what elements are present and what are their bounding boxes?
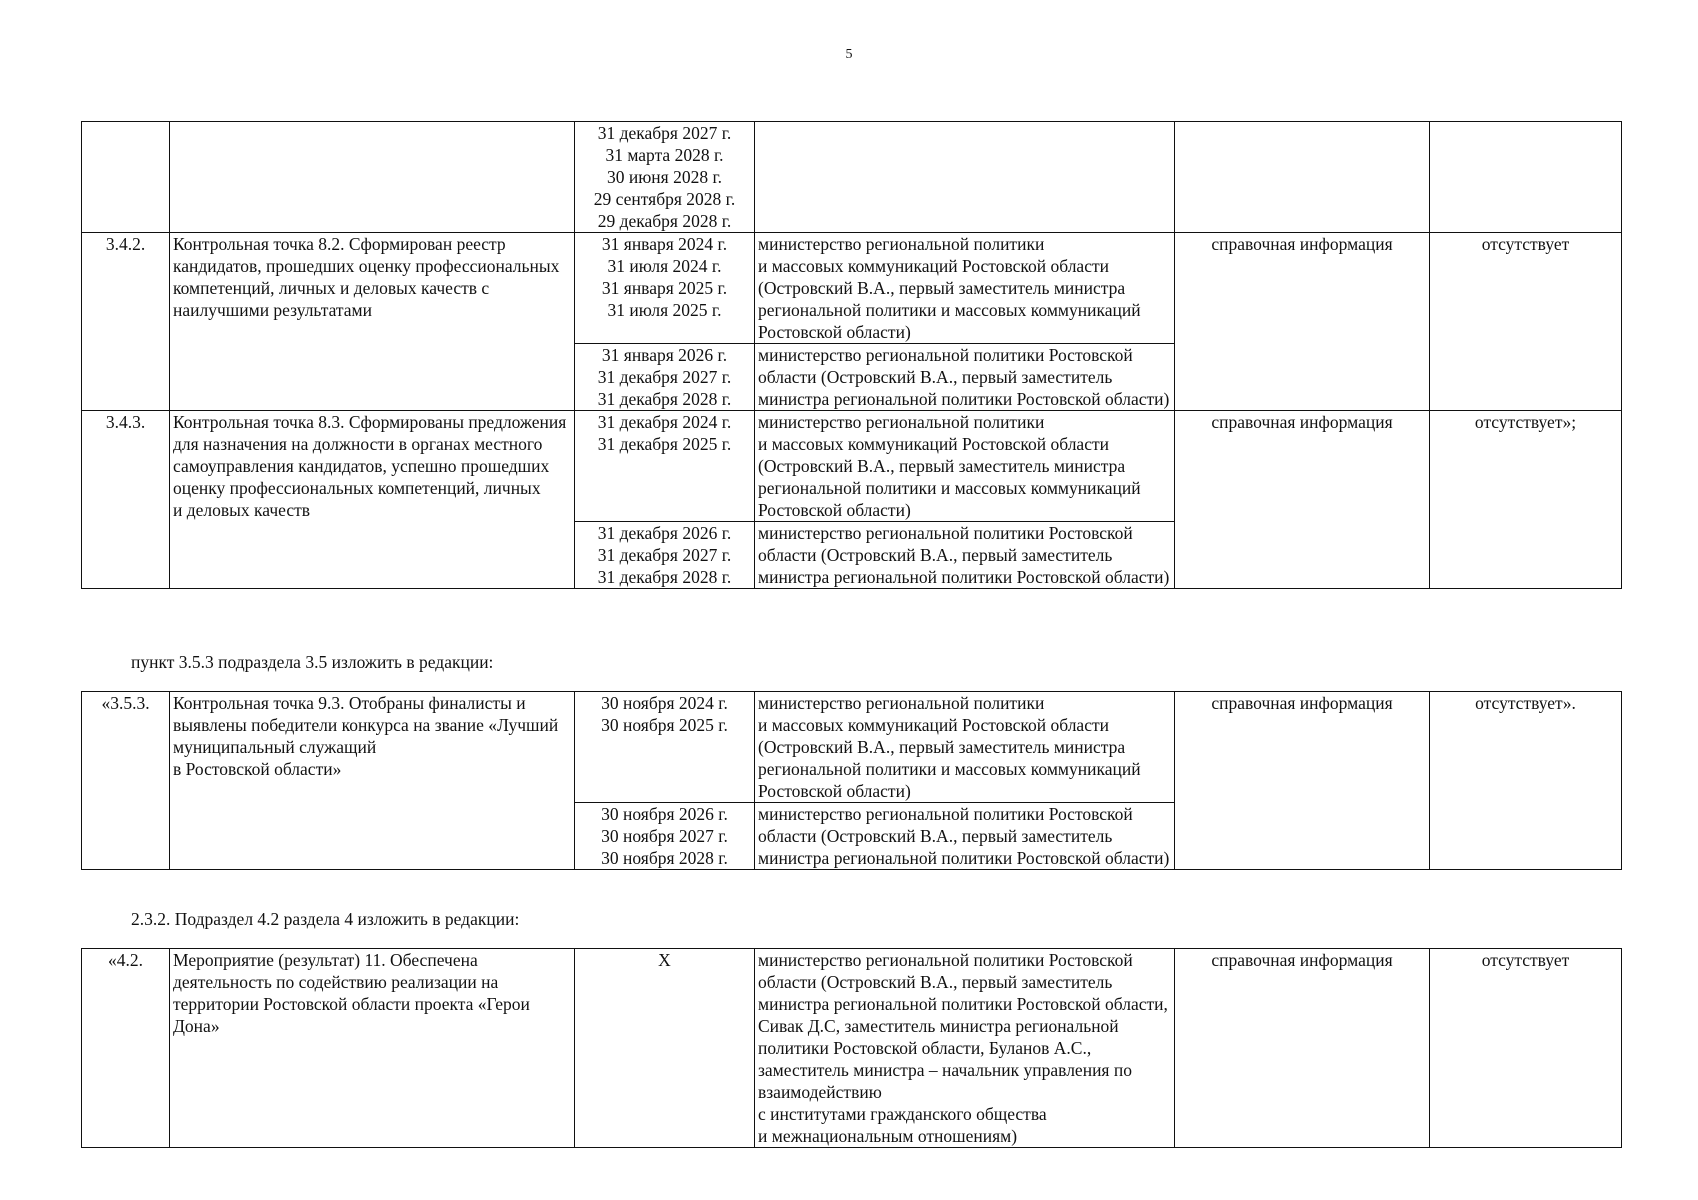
- table-control-points-8: [81, 121, 1622, 589]
- row-status: отсутствует: [1430, 233, 1622, 411]
- row-responsible: министерство региональной политики и массовых коммуникаций Ростовской области (Островский В.А., первый заместитель министра региональной политики и массовых коммуникаций Ростовской области): [755, 692, 1175, 803]
- row-dates: 31 января 2026 г. 31 декабря 2027 г. 31 декабря 2028 г.: [575, 344, 755, 411]
- row-info: справочная информация: [1175, 233, 1430, 411]
- table-row-continuation: [82, 122, 1622, 233]
- row-dates: Х: [575, 949, 755, 1148]
- table-measure-4-2: [81, 948, 1622, 1148]
- row-dates: 31 декабря 2026 г. 31 декабря 2027 г. 31 декабря 2028 г.: [575, 522, 755, 589]
- row-responsible: министерство региональной политики Ростовской области (Островский В.А., первый заместитель министра региональной политики Ростовской области, Сивак Д.С, заместитель министра региональной политики Ростовской области, Буланов А.С., заместитель министра – начальник управления по взаимодействию с институтами гражданского общества и межнациональным отношениям): [755, 949, 1175, 1148]
- row-dates: 30 ноября 2024 г. 30 ноября 2025 г.: [575, 692, 755, 803]
- table-row-3-5-3: [82, 692, 1622, 803]
- table-control-point-9-3: [81, 691, 1622, 870]
- row-status-cell: [1430, 122, 1622, 233]
- row-title: Мероприятие (результат) 11. Обеспечена деятельность по содействию реализации на территории Ростовской области проекта «Герои Дона»: [170, 949, 575, 1148]
- row-info: справочная информация: [1175, 949, 1430, 1148]
- row-status: отсутствует»;: [1430, 411, 1622, 589]
- row-status: отсутствует».: [1430, 692, 1622, 870]
- row-number: 3.4.3.: [82, 411, 170, 589]
- row-number-cell: [82, 122, 170, 233]
- row-responsible: министерство региональной политики и массовых коммуникаций Ростовской области (Островский В.А., первый заместитель министра региональной политики и массовых коммуникаций Ростовской области): [755, 411, 1175, 522]
- row-dates: 31 января 2024 г. 31 июля 2024 г. 31 января 2025 г. 31 июля 2025 г.: [575, 233, 755, 344]
- row-status: отсутствует: [1430, 949, 1622, 1148]
- row-number: «4.2.: [82, 949, 170, 1148]
- row-responsible: министерство региональной политики и массовых коммуникаций Ростовской области (Островский В.А., первый заместитель министра региональной политики и массовых коммуникаций Ростовской области): [755, 233, 1175, 344]
- row-number: «3.5.3.: [82, 692, 170, 870]
- row-number: 3.4.2.: [82, 233, 170, 411]
- row-dates-cell: 31 декабря 2027 г. 31 марта 2028 г. 30 июня 2028 г. 29 сентября 2028 г. 29 декабря 2028 г.: [575, 122, 755, 233]
- row-info: справочная информация: [1175, 411, 1430, 589]
- row-dates: 31 декабря 2024 г. 31 декабря 2025 г.: [575, 411, 755, 522]
- row-responsible: министерство региональной политики Ростовской области (Островский В.А., первый заместитель министра региональной политики Ростовской области): [755, 522, 1175, 589]
- row-title: Контрольная точка 8.3. Сформированы предложения для назначения на должности в органах местного самоуправления кандидатов, успешно прошедших оценку профессиональных компетенций, личных и деловых качеств: [170, 411, 575, 589]
- table-row-3-4-3: [82, 411, 1622, 522]
- row-responsible: министерство региональной политики Ростовской области (Островский В.А., первый заместитель министра региональной политики Ростовской области): [755, 344, 1175, 411]
- page-number: 5: [845, 47, 853, 62]
- table-row-4-2: [82, 949, 1622, 1148]
- row-title-cell: [170, 122, 575, 233]
- row-title: Контрольная точка 8.2. Сформирован реестр кандидатов, прошедших оценку профессиональных компетенций, личных и деловых качеств с наилучшими результатами: [170, 233, 575, 411]
- row-responsible: министерство региональной политики Ростовской области (Островский В.А., первый заместитель министра региональной политики Ростовской области): [755, 803, 1175, 870]
- row-dates: 30 ноября 2026 г. 30 ноября 2027 г. 30 ноября 2028 г.: [575, 803, 755, 870]
- row-title: Контрольная точка 9.3. Отобраны финалисты и выявлены победители конкурса на звание «Лучший муниципальный служащий в Ростовской области»: [170, 692, 575, 870]
- paragraph-instruction-3-5-3: пункт 3.5.3 подраздела 3.5 изложить в редакции:: [131, 652, 494, 672]
- row-info: справочная информация: [1175, 692, 1430, 870]
- row-info-cell: [1175, 122, 1430, 233]
- row-responsible-cell: [755, 122, 1175, 233]
- paragraph-instruction-4-2: 2.3.2. Подраздел 4.2 раздела 4 изложить в редакции:: [131, 909, 520, 929]
- table-row-3-4-2: [82, 233, 1622, 344]
